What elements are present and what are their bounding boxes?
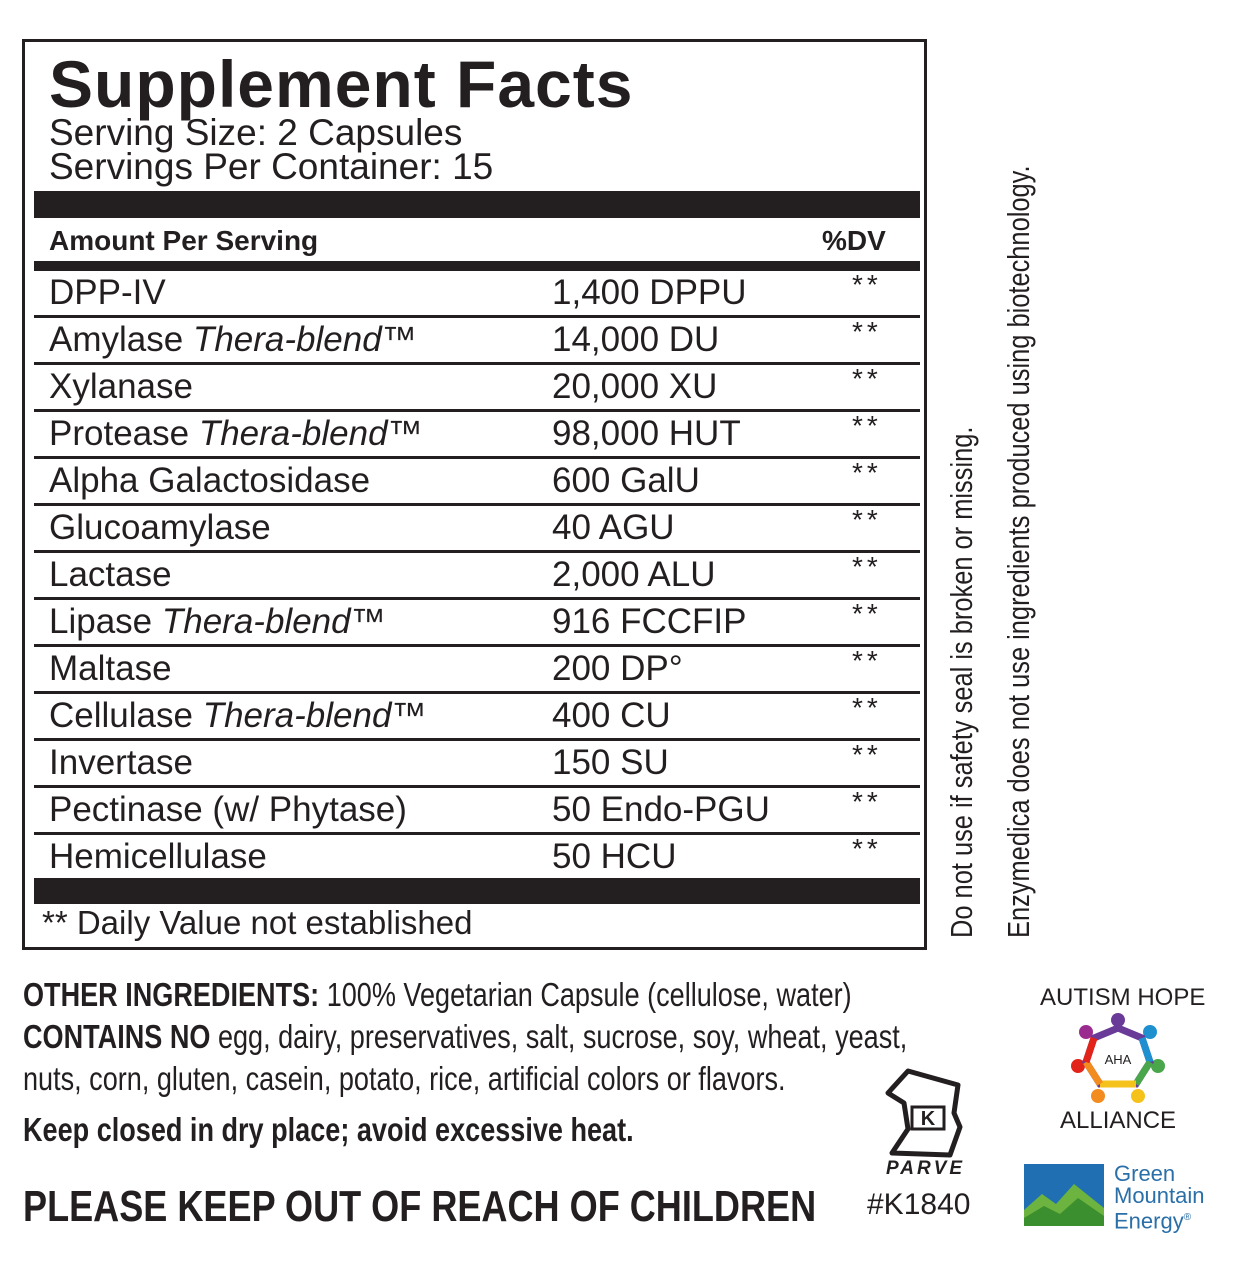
nutrient-amount: 50 Endo-PGU	[552, 790, 770, 829]
nutrient-name-text: Invertase	[49, 743, 193, 782]
nutrient-amount: 916 FCCFIP	[552, 602, 747, 641]
nutrient-row	[34, 412, 920, 459]
nutrient-dv: **	[852, 551, 882, 582]
nutrient-row	[34, 459, 920, 506]
nutrient-name	[49, 788, 407, 832]
nutrient-name-text: Lactase	[49, 555, 172, 594]
nutrient-row	[34, 647, 920, 694]
thera-blend-label: Thera-blend™	[161, 602, 386, 641]
nutrient-name	[49, 506, 271, 550]
nutrient-amount: 98,000 HUT	[552, 414, 741, 453]
other-ingredients-text: 100% Vegetarian Capsule (cellulose, water)	[319, 976, 852, 1013]
nutrient-row	[34, 788, 920, 835]
nutrient-dv: **	[852, 504, 882, 535]
medium-divider	[34, 261, 920, 271]
nutrient-row	[34, 271, 920, 318]
nutrient-row	[34, 553, 920, 600]
nutrient-row	[34, 506, 920, 553]
nutrient-amount: 400 CU	[552, 696, 671, 735]
thera-blend-label: Thera-blend™	[192, 320, 417, 359]
contains-no-continued: nuts, corn, gluten, casein, potato, rice, artificial colors or flavors.	[23, 1060, 786, 1097]
nutrient-row	[34, 318, 920, 365]
nutrient-dv: **	[852, 269, 882, 300]
nutrient-dv: **	[852, 410, 882, 441]
footnote: ** Daily Value not established	[42, 904, 473, 941]
thick-divider-bottom	[34, 878, 920, 904]
nutrient-amount: 600 GalU	[552, 461, 700, 500]
other-ingredients	[23, 975, 852, 1015]
nutrient-name	[49, 600, 386, 644]
nutrient-dv: **	[852, 786, 882, 817]
kosher-parve: PARVE	[886, 1158, 966, 1179]
nutrient-row	[34, 365, 920, 412]
nutrient-name	[49, 835, 267, 879]
nutrient-name-text: Alpha Galactosidase	[49, 461, 371, 500]
nutrient-row	[34, 741, 920, 788]
nutrient-name	[49, 694, 426, 738]
contains-no	[23, 1017, 907, 1057]
nutrient-name-text: Cellulase	[49, 696, 203, 735]
contains-no-label: CONTAINS NO	[23, 1018, 211, 1055]
aha-title: AUTISM HOPE	[1040, 984, 1206, 1011]
nutrient-name	[49, 271, 166, 315]
thick-divider-top	[34, 191, 920, 218]
nutrient-row	[34, 835, 920, 879]
nutrient-amount: 14,000 DU	[552, 320, 720, 359]
nutrient-dv: **	[852, 316, 882, 347]
kosher-letter: K	[920, 1108, 936, 1130]
serving-size: Serving Size: 2 Capsules	[49, 112, 463, 153]
other-ingredients-label: OTHER INGREDIENTS:	[23, 976, 320, 1013]
nutrient-dv: **	[852, 363, 882, 394]
nutrient-dv: **	[852, 645, 882, 676]
nutrient-name	[49, 741, 193, 785]
supplement-facts-panel	[22, 39, 927, 950]
nutrient-name-text: Amylase	[49, 320, 193, 359]
gme-line-3: Energy	[1114, 1208, 1184, 1234]
kosher-number: #K1840	[867, 1188, 971, 1221]
gme-line-2: Mountain	[1114, 1183, 1205, 1208]
servings-per-container: Servings Per Container: 15	[49, 146, 494, 187]
nutrient-row	[34, 600, 920, 647]
safety-seal-note: Do not use if safety seal is broken or missing.	[944, 426, 979, 938]
nutrient-name-text: Lipase	[49, 602, 162, 641]
nutrient-name-text: Protease	[49, 414, 199, 453]
nutrient-row	[34, 694, 920, 741]
nutrient-dv: **	[852, 739, 882, 770]
dv-header: %DV	[822, 225, 886, 256]
contains-no-text: egg, dairy, preservatives, salt, sucrose, soy, wheat, yeast,	[210, 1018, 908, 1055]
nutrient-name-text: Maltase	[49, 649, 172, 688]
nutrient-name	[49, 553, 172, 597]
biotech-note: Enzymedica does not use ingredients produced using biotechnology.	[1001, 165, 1036, 938]
aha-subtitle: ALLIANCE	[1060, 1107, 1177, 1134]
nutrient-name	[49, 318, 417, 362]
nutrient-name-text: Xylanase	[49, 367, 193, 406]
nutrient-name	[49, 647, 172, 691]
nutrient-name	[49, 412, 423, 456]
nutrient-name-text: DPP-IV	[49, 273, 166, 312]
gme-registered-mark: ®	[1183, 1212, 1192, 1223]
amount-per-serving-header: Amount Per Serving	[49, 225, 319, 256]
nutrient-amount: 40 AGU	[552, 508, 675, 547]
nutrient-name-text: Glucoamylase	[49, 508, 271, 547]
autism-hope-alliance-logo-icon	[1068, 1010, 1168, 1106]
nutrient-amount: 1,400 DPPU	[552, 273, 747, 312]
nutrient-name-text: Pectinase (w/ Phytase)	[49, 790, 407, 829]
nutrient-dv: **	[852, 692, 882, 723]
nutrient-name	[49, 365, 193, 409]
green-mountain-energy-logo-icon	[1024, 1164, 1104, 1226]
thera-blend-label: Thera-blend™	[198, 414, 423, 453]
kosher-k-icon	[880, 1063, 970, 1163]
nutrient-amount: 150 SU	[552, 743, 669, 782]
gme-line-1: Green	[1114, 1161, 1176, 1186]
nutrient-dv: **	[852, 457, 882, 488]
nutrient-amount: 2,000 ALU	[552, 555, 716, 594]
facts-title: Supplement Facts	[49, 47, 634, 121]
children-warning: PLEASE KEEP OUT OF REACH OF CHILDREN	[23, 1182, 817, 1231]
nutrient-dv: **	[852, 598, 882, 629]
nutrient-rows	[34, 271, 920, 879]
nutrient-amount: 200 DP°	[552, 649, 683, 688]
nutrient-name-text: Hemicellulase	[49, 837, 267, 876]
nutrient-name	[49, 459, 370, 503]
nutrient-amount: 20,000 XU	[552, 367, 718, 406]
storage-instructions: Keep closed in dry place; avoid excessive heat.	[23, 1111, 634, 1148]
nutrient-amount: 50 HCU	[552, 837, 677, 876]
thera-blend-label: Thera-blend™	[202, 696, 427, 735]
gme-wordmark	[1114, 1163, 1205, 1232]
aha-center-text: AHA	[1104, 1052, 1132, 1067]
nutrient-dv: **	[852, 833, 882, 864]
